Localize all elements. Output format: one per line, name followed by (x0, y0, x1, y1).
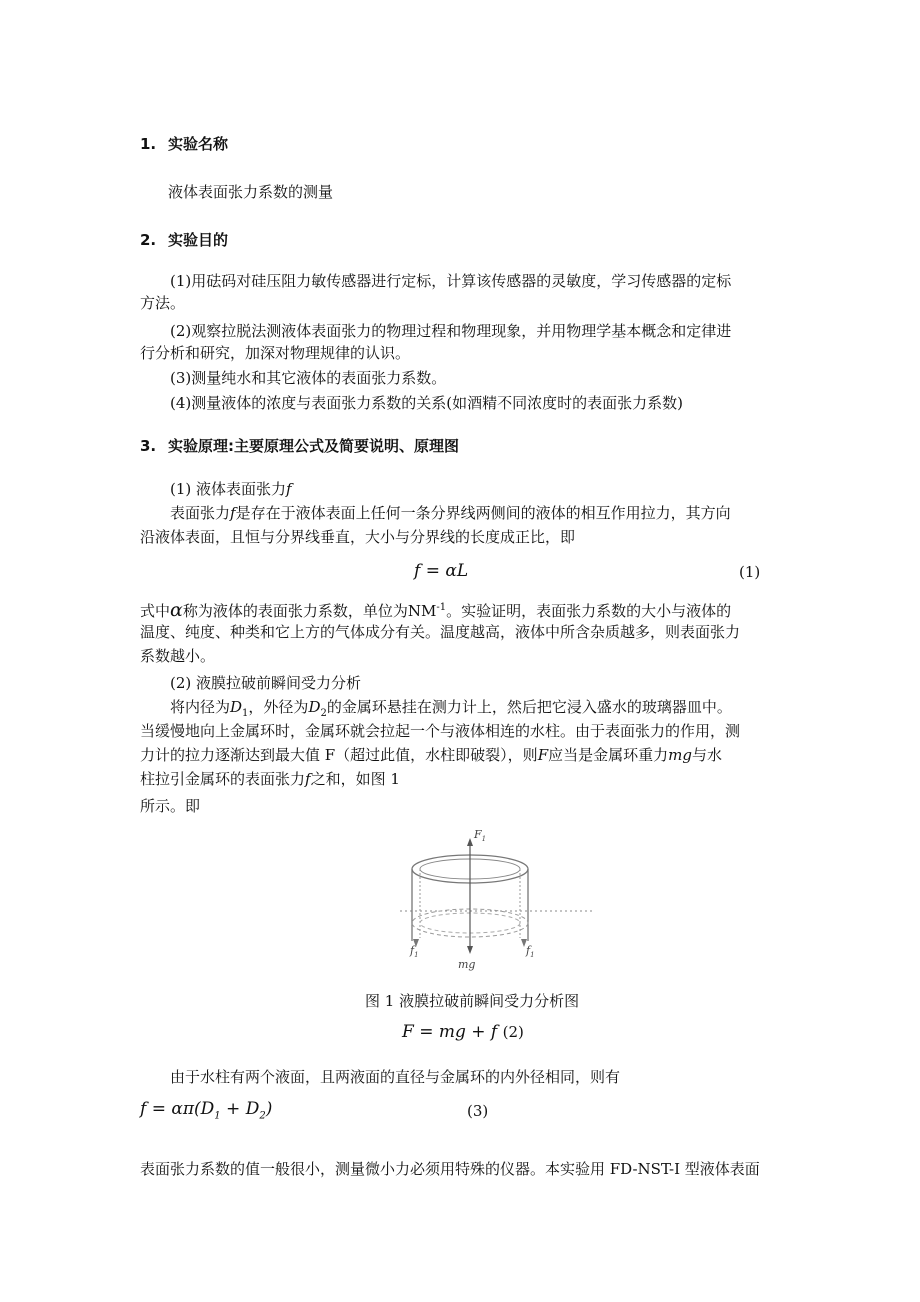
equation-1: f = αL (414, 561, 469, 581)
subsection-2-heading: (2) 液膜拉破前瞬间受力分析 (170, 674, 362, 692)
section-title: 实验名称 (168, 135, 229, 153)
equation-1-number: (1) (739, 563, 761, 581)
section-1-heading (140, 133, 228, 154)
equation-2: F = mg + f (2) (402, 1022, 524, 1042)
section-number: 3. (140, 437, 157, 455)
section-number: 1. (140, 135, 157, 153)
section-number: 2. (140, 231, 157, 249)
label-mg: mg (458, 958, 476, 971)
ring-description-line-3: 力计的拉力逐渐达到最大值 F（超过此值，水柱即破裂），则F应当是金属环重力mg与水 (140, 746, 722, 764)
purpose-item-2-line-2: 行分析和研究，加深对物理规律的认识。 (140, 344, 411, 362)
equation-3: $f = \alpha\pi(D_1 + D_2)$ (140, 1099, 273, 1122)
force-diagram-figure (400, 826, 595, 976)
section-title: 实验原理:主要原理公式及简要说明、原理图 (168, 437, 460, 455)
definition-line-1: 表面张力f是存在于液体表面上任何一条分界线两侧间的液体的相互作用拉力，其方向 (170, 504, 731, 522)
equation-2-number: (2) (502, 1023, 524, 1041)
ring-description-line-5: 所示。即 (140, 797, 201, 815)
purpose-item-3: (3)测量纯水和其它液体的表面张力系数。 (170, 369, 447, 387)
label-f-left: $f_1$ (410, 944, 419, 959)
purpose-item-1-line-2: 方法。 (140, 294, 186, 312)
ring-description-line-1: 将内径为$D_1$，外径为$D_2$的金属环悬挂在测力计上，然后把它浸入盛水的玻璃器皿中。 (170, 698, 732, 719)
closing-paragraph-line: 表面张力系数的值一般很小，测量微小力必须用特殊的仪器。本实验用 FD-NST-I 型液体表面 (140, 1160, 760, 1178)
definition-line-2: 沿液体表面，且恒与分界线垂直，大小与分界线的长度成正比，即 (140, 528, 576, 546)
ring-description-line-4: 柱拉引金属环的表面张力f之和，如图 1 (140, 770, 400, 788)
alpha-description-line-3: 系数越小。 (140, 647, 216, 665)
weight-down-arrow (467, 946, 473, 954)
experiment-name: 液体表面张力系数的测量 (168, 183, 334, 201)
section-3-heading (140, 435, 459, 456)
label-F1: $F_1$ (474, 828, 487, 843)
alpha-description-line-2: 温度、纯度、种类和它上方的气体成分有关。温度越高，液体中所含杂质越多，则表面张力 (140, 623, 741, 641)
purpose-item-4: (4)测量液体的浓度与表面张力系数的关系(如酒精不同浓度时的表面张力系数) (170, 394, 683, 412)
alpha-description-line-1: 式中α称为液体的表面张力系数，单位为$NM^{-1}$。实验证明，表面张力系数的大小与液体的 (140, 599, 732, 621)
ring-description-line-2: 当缓慢地向上金属环时，金属环就会拉起一个与液体相连的水柱。由于表面张力的作用，测 (140, 722, 741, 740)
section-title: 实验目的 (168, 231, 229, 249)
figure-caption: 图 1 液膜拉破前瞬间受力分析图 (365, 992, 580, 1010)
purpose-item-2-line-1: (2)观察拉脱法测液体表面张力的物理过程和物理现象，并用物理学基本概念和定律进 (170, 322, 732, 340)
force-up-arrow (467, 838, 473, 846)
equation-3-number: (3) (467, 1102, 489, 1120)
section-2-heading (140, 229, 228, 250)
purpose-item-1-line-1: (1)用砝码对硅压阻力敏传感器进行定标，计算该传感器的灵敏度，学习传感器的定标 (170, 272, 732, 290)
subsection-1-heading: (1) 液体表面张力f (170, 480, 292, 498)
label-f-right: $f_1$ (526, 944, 535, 959)
two-surfaces-text: 由于水柱有两个液面，且两液面的直径与金属环的内外径相同，则有 (170, 1068, 621, 1086)
